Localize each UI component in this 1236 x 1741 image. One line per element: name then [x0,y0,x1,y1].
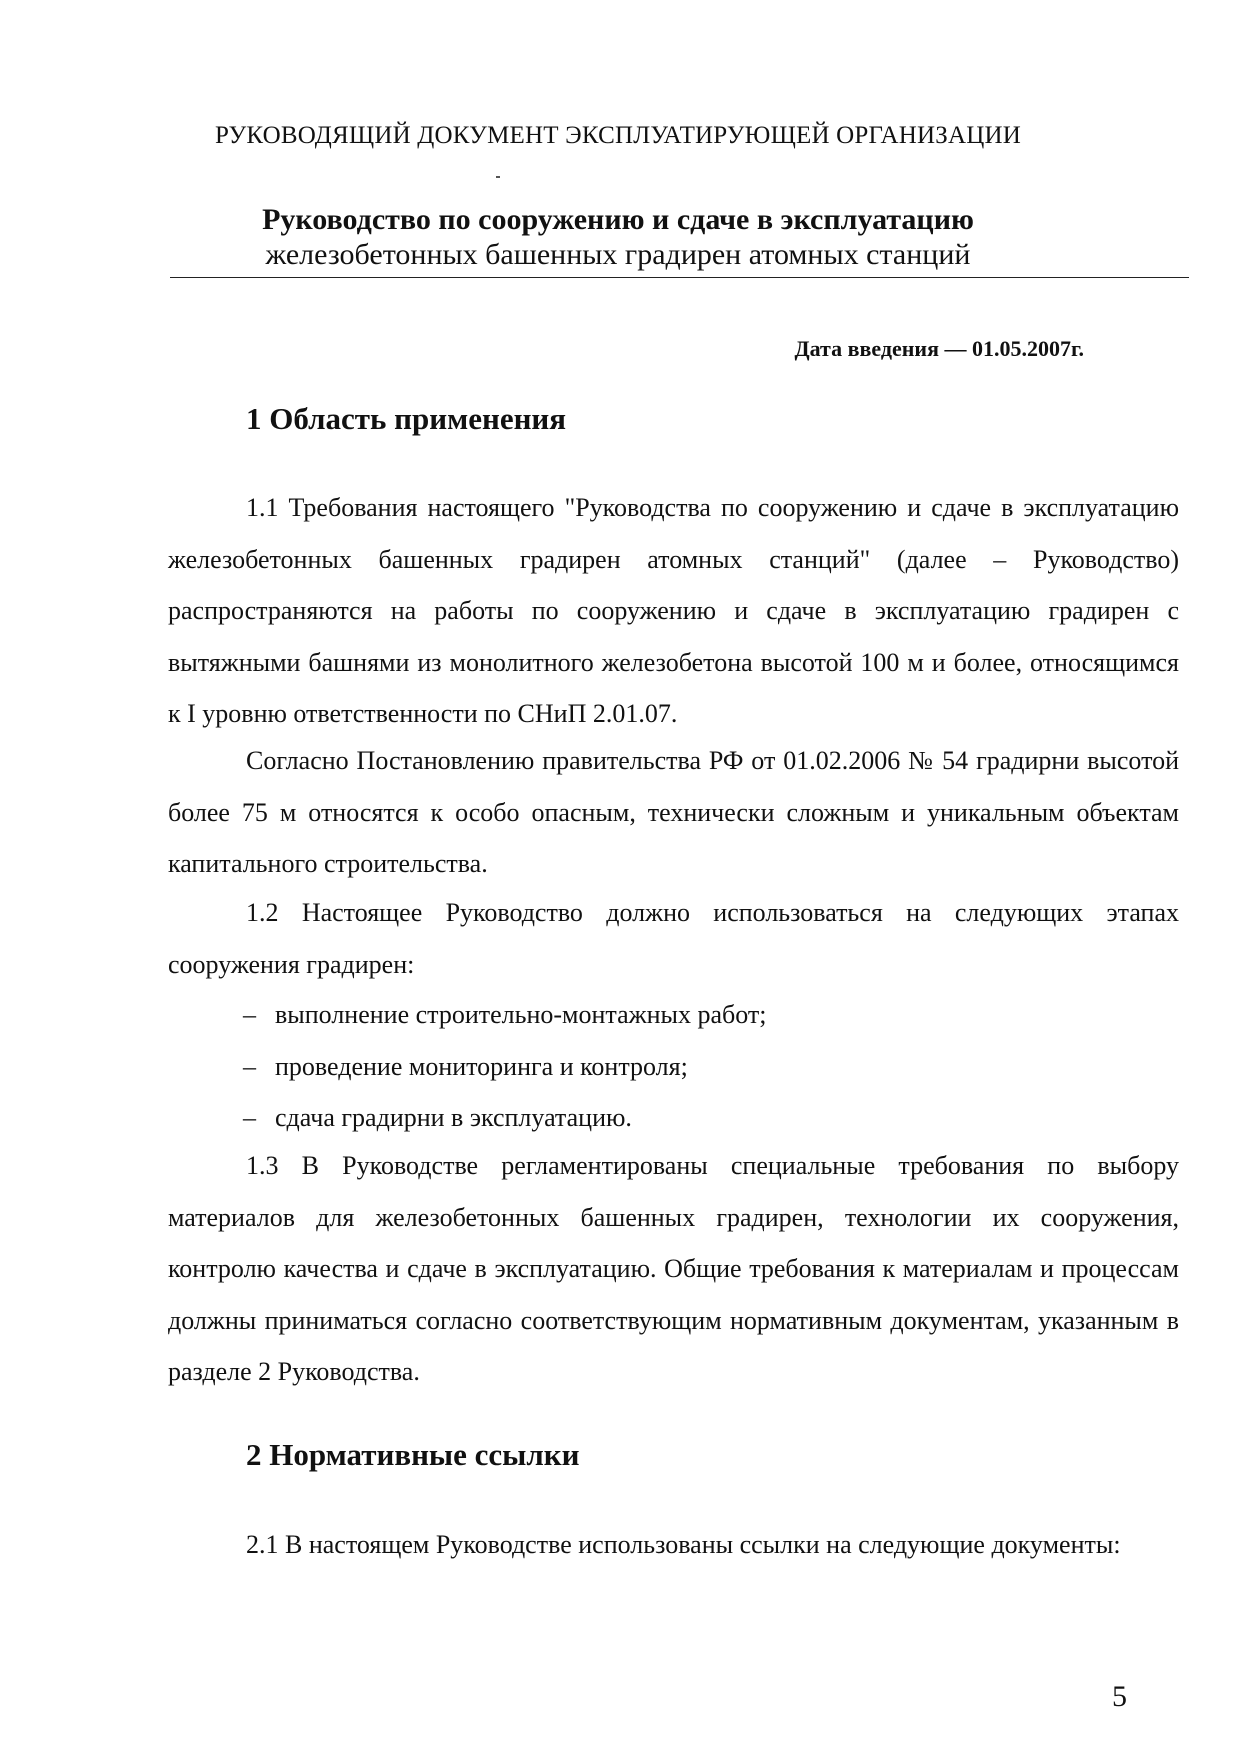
section-2-heading: 2 Нормативные ссылки [246,1437,580,1472]
list-item-text: сдача градирни в эксплуатацию. [275,1103,632,1132]
section-1-heading: 1 Область применения [246,401,567,436]
paragraph-2-1: 2.1 В настоящем Руководстве использованы ссылки на следующие документы: [246,1530,1121,1559]
paragraph-1-3: 1.3 В Руководстве регламентированы специальные требования по выбору материалов для железобетонных башенных градирен, технологии их сооружения, контролю качества и сдаче в эксплуатацию. Общие требования к материалам и процессам должны приниматься согласно соответствующим нормативным документам, указанным в разделе 2 Руководства. [168,1151,1179,1386]
list-item-text: проведение мониторинга и контроля; [275,1051,688,1081]
paragraph-1-2: 1.2 Настоящее Руководство должно использоваться на следующих этапах сооружения градирен: [168,898,1179,979]
document-title: Руководство по сооружению и сдаче в эксплуатацию [262,203,974,236]
title-underline [170,277,1189,278]
dash-marker: – [243,1051,256,1081]
page-number: 5 [1112,1680,1127,1713]
stages-list [243,989,767,1144]
list-item [243,1092,767,1144]
list-item-text: выполнение строительно-монтажных работ; [275,1000,767,1029]
dash-marker: – [243,1103,256,1132]
document-type-header: РУКОВОДЯЩИЙ ДОКУМЕНТ ЭКСПЛУАТИРУЮЩЕЙ ОРГАНИЗАЦИИ [215,122,1021,149]
list-item [243,989,767,1041]
list-item [243,1041,767,1093]
dash-marker: – [243,1000,256,1029]
introduction-date: Дата введения — 01.05.2007г. [794,336,1084,361]
paragraph-government-decree: Согласно Постановлению правительства РФ от 01.02.2006 № 54 градирни высотой более 75 м относятся к особо опасным, технически сложным и уникальным объектам капитального строительства. [168,746,1179,878]
scan-dot-artifact [496,176,500,178]
document-subtitle: железобетонных башенных градирен атомных станций [265,238,971,271]
paragraph-1-1: 1.1 Требования настоящего "Руководства по сооружению и сдаче в эксплуатацию железобетонных башенных градирен атомных станций" (далее – Руководство) распространяются на работы по сооружению и сдаче в эксплуатацию градирен с вытяжными башнями из монолитного железобетона высотой 100 м и более, относящимся к I уровню ответственности по СНиП 2.01.07. [168,493,1179,728]
